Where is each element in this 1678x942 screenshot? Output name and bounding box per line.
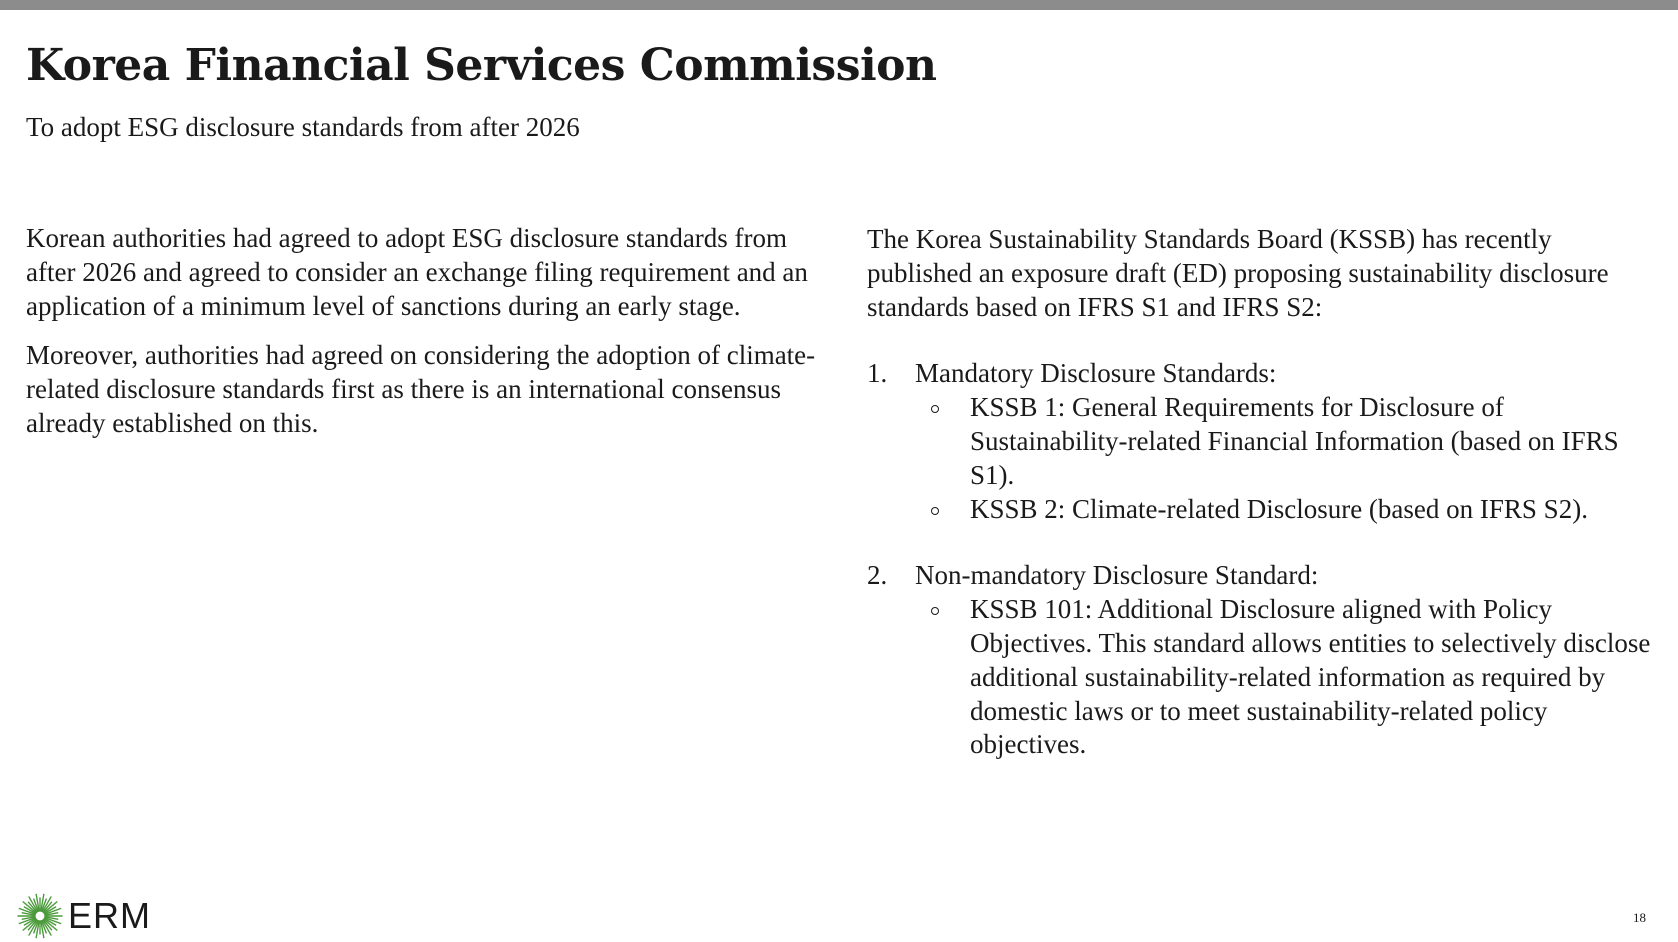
logo-text: ERM: [68, 895, 151, 936]
hollow-circle-bullet-icon: [931, 507, 939, 515]
sub-list-item: [915, 493, 1657, 527]
left-paragraph: Moreover, authorities had agreed on considering the adoption of climate-related disclosure standards first as there is an international consensus already established on this.: [26, 340, 816, 438]
page-number: 18: [1633, 910, 1646, 925]
left-paragraph: Korean authorities had agreed to adopt ESG disclosure standards from after 2026 and agreed to consider an exchange filing requirement and an application of a minimum level of sanctions during an early stage.: [26, 223, 808, 321]
left-column: [26, 222, 816, 457]
sub-list: [915, 593, 1657, 762]
erm-logo: [16, 892, 151, 940]
hollow-circle-bullet-icon: [931, 405, 939, 413]
numbered-item-non-mandatory: [867, 559, 1657, 762]
sub-list-item: [915, 593, 1657, 762]
item-number: 2.: [867, 560, 888, 591]
item-number: 1.: [867, 358, 888, 389]
numbered-item-mandatory: [867, 357, 1657, 526]
erm-starburst-icon: [16, 892, 64, 940]
slide-subtitle: To adopt ESG disclosure standards from after 2026: [26, 112, 580, 142]
sub-item-text: KSSB 1: General Requirements for Disclosure of Sustainability-related Financial Information (based on IFRS S1).: [970, 392, 1619, 490]
hollow-circle-bullet-icon: [931, 607, 939, 615]
item-heading: Mandatory Disclosure Standards:: [915, 358, 1277, 389]
right-intro: The Korea Sustainability Standards Board (KSSB) has recently published an exposure draft (ED) proposing sustainability disclosure standards based on IFRS S1 and IFRS S2:: [867, 224, 1609, 322]
sub-item-text: KSSB 2: Climate-related Disclosure (based on IFRS S2).: [970, 493, 1588, 524]
sub-list: [915, 391, 1657, 526]
right-column: [867, 223, 1657, 795]
item-heading: Non-mandatory Disclosure Standard:: [915, 560, 1319, 591]
sub-item-text: KSSB 101: Additional Disclosure aligned with Policy Objectives. This standard allows entities to selectively disclose additional sustainability-related information as required by domestic laws or to meet sustainability-related policy objectives.: [970, 594, 1651, 760]
top-accent-bar: [0, 0, 1678, 10]
sub-list-item: [915, 391, 1657, 492]
slide-title: Korea Financial Services Commission: [26, 40, 937, 91]
